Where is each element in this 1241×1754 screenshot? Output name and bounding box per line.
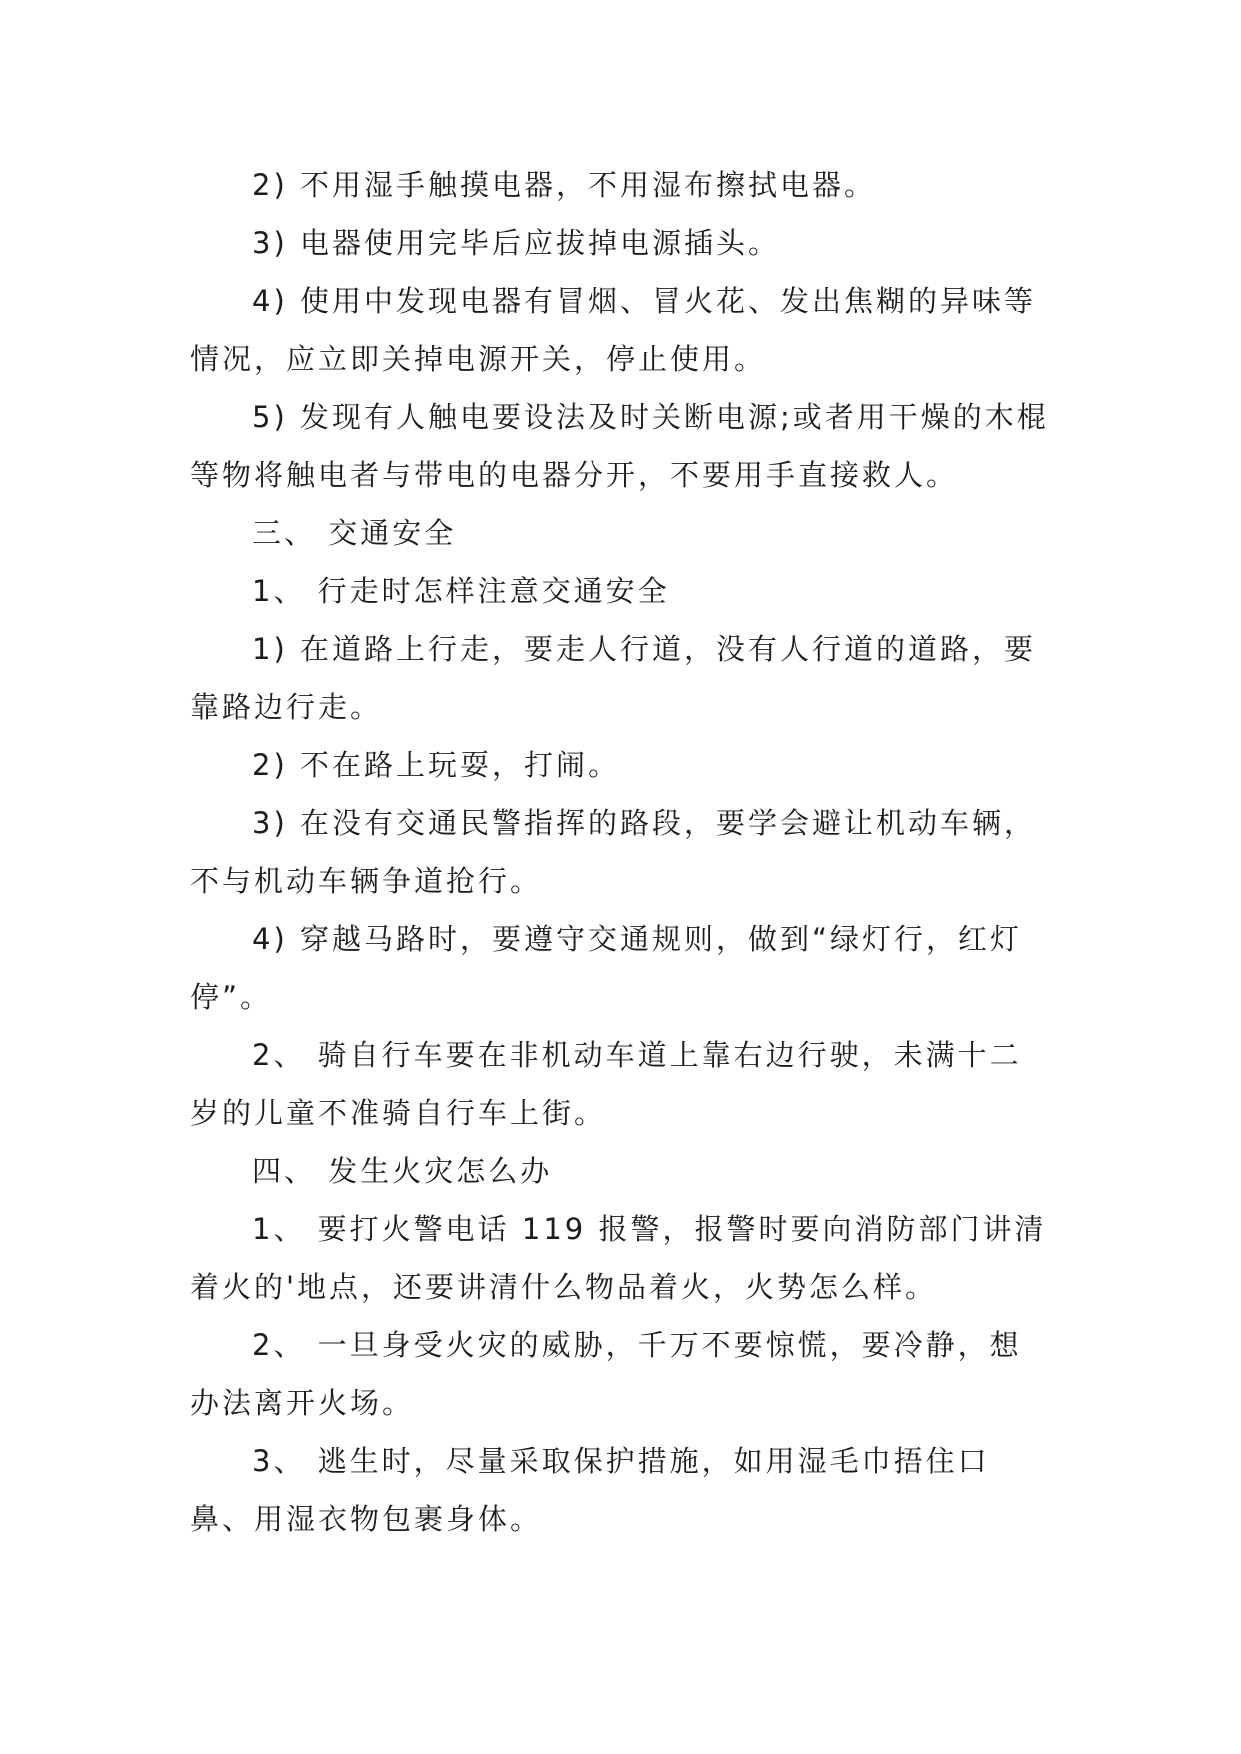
section-heading-fire-response: 四、 发生火灾怎么办 [252, 1154, 553, 1188]
paragraph-walking-tip-3: 3) 在没有交通民警指挥的路段，要学会避让机动车辆，不与机动车辆争道抢行。 [190, 806, 1036, 898]
paragraph-electrical-tip-3: 3) 电器使用完毕后应拔掉电源插头。 [252, 226, 780, 260]
paragraph-cycling-rule: 2、 骑自行车要在非机动车道上靠右边行驶，未满十二岁的儿童不准骑自行车上街。 [190, 1038, 1022, 1130]
paragraph-fire-tip-3: 3、 逃生时，尽量采取保护措施，如用湿毛巾捂住口鼻、用湿衣物包裹身体。 [190, 1444, 990, 1536]
paragraph-fire-tip-1: 1、 要打火警电话 119 报警，报警时要向消防部门讲清着火的'地点，还要讲清什么物品着火，火势怎么样。 [190, 1212, 1047, 1304]
section-heading-traffic-safety: 三、 交通安全 [252, 516, 457, 550]
paragraph-electrical-tip-5: 5) 发现有人触电要设法及时关断电源;或者用干燥的木棍等物将触电者与带电的电器分开，不要用手直接救人。 [190, 400, 1049, 492]
subheading-walking-safety: 1、 行走时怎样注意交通安全 [252, 574, 670, 608]
paragraph-electrical-tip-4: 4) 使用中发现电器有冒烟、冒火花、发出焦糊的异味等情况，应立即关掉电源开关，停止使用。 [190, 284, 1036, 376]
paragraph-walking-tip-1: 1) 在道路上行走，要走人行道，没有人行道的道路，要靠路边行走。 [190, 632, 1036, 724]
paragraph-fire-tip-2: 2、 一旦身受火灾的威胁，千万不要惊慌，要冷静，想办法离开火场。 [190, 1328, 1022, 1420]
paragraph-walking-tip-2: 2) 不在路上玩耍，打闹。 [252, 748, 620, 782]
paragraph-electrical-tip-2: 2) 不用湿手触摸电器，不用湿布擦拭电器。 [252, 168, 876, 202]
document-body [190, 156, 1050, 1548]
paragraph-walking-tip-4: 4) 穿越马路时，要遵守交通规则，做到“绿灯行，红灯停”。 [190, 922, 1023, 1014]
